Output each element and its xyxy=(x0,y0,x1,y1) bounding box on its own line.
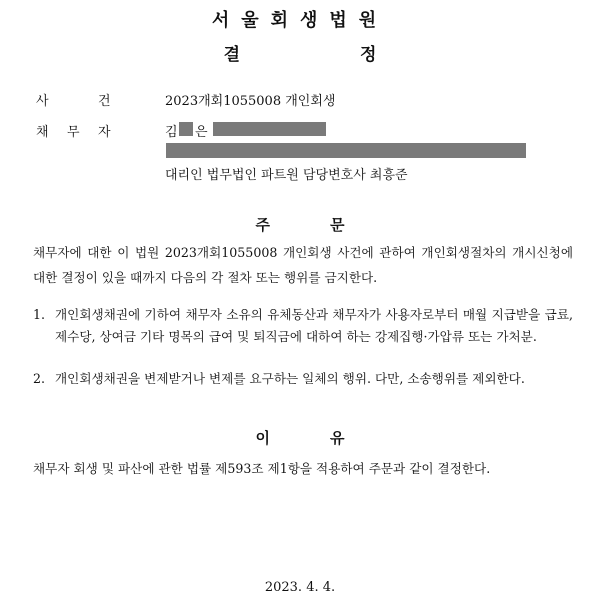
case-label-char-1: 사 xyxy=(36,94,49,109)
debtor-name-last: 은 xyxy=(195,125,208,140)
order-item-2 xyxy=(33,368,573,390)
order-heading-char-1: 주 xyxy=(255,216,270,234)
case-number: 2023개회1055008 개인회생 xyxy=(165,94,336,109)
order-item-text: 개인회생채권에 기하여 채무자 소유의 유체동산과 채무자가 사용자로부터 매월 지급받을 급료, 제수당, 상여금 기타 명목의 급여 및 퇴직금에 대하여 하는 강제집행·가압류 또는 가처분. xyxy=(55,307,573,344)
order-heading-char-2: 문 xyxy=(330,216,345,234)
reason-heading-char-2: 유 xyxy=(330,429,345,447)
redaction-block-address xyxy=(166,143,526,158)
redaction-block-name xyxy=(179,122,193,136)
document-title-char-2: 정 xyxy=(360,45,377,65)
debtor-label-char-1: 채 xyxy=(36,125,49,140)
decision-date: 2023. 4. 4. xyxy=(264,580,336,595)
reason-heading xyxy=(0,427,600,448)
order-item-1 xyxy=(33,304,573,348)
order-heading xyxy=(0,214,600,235)
order-item-number: 2. xyxy=(33,371,46,386)
debtor-label-char-2: 무 xyxy=(67,125,80,140)
document-title xyxy=(0,40,600,65)
court-name: 서울회생법원 xyxy=(211,10,389,31)
redaction-block-id xyxy=(213,122,326,136)
order-item-text: 개인회생채권을 변제받거나 변제를 요구하는 일체의 행위. 다만, 소송행위를 제외한다. xyxy=(55,371,525,386)
debtor-name-first: 김 xyxy=(165,125,178,140)
order-item-number: 1. xyxy=(33,307,46,322)
reason-text: 채무자 회생 및 파산에 관한 법률 제593조 제1항을 적용하여 주문과 같이 결정한다. xyxy=(33,461,491,476)
document-title-char-1: 결 xyxy=(223,45,240,65)
case-label-char-2: 건 xyxy=(98,94,111,109)
debtor-label-char-3: 자 xyxy=(98,125,111,140)
reason-heading-char-1: 이 xyxy=(255,429,270,447)
representative: 대리인 법무법인 파트원 담당변호사 최흥준 xyxy=(165,168,408,183)
order-intro: 채무자에 대한 이 법원 2023개회1055008 개인회생 사건에 관하여 개인회생절차의 개시신청에 대한 결정이 있을 때까지 다음의 각 절차 또는 행위를 금지한다. xyxy=(33,245,573,285)
